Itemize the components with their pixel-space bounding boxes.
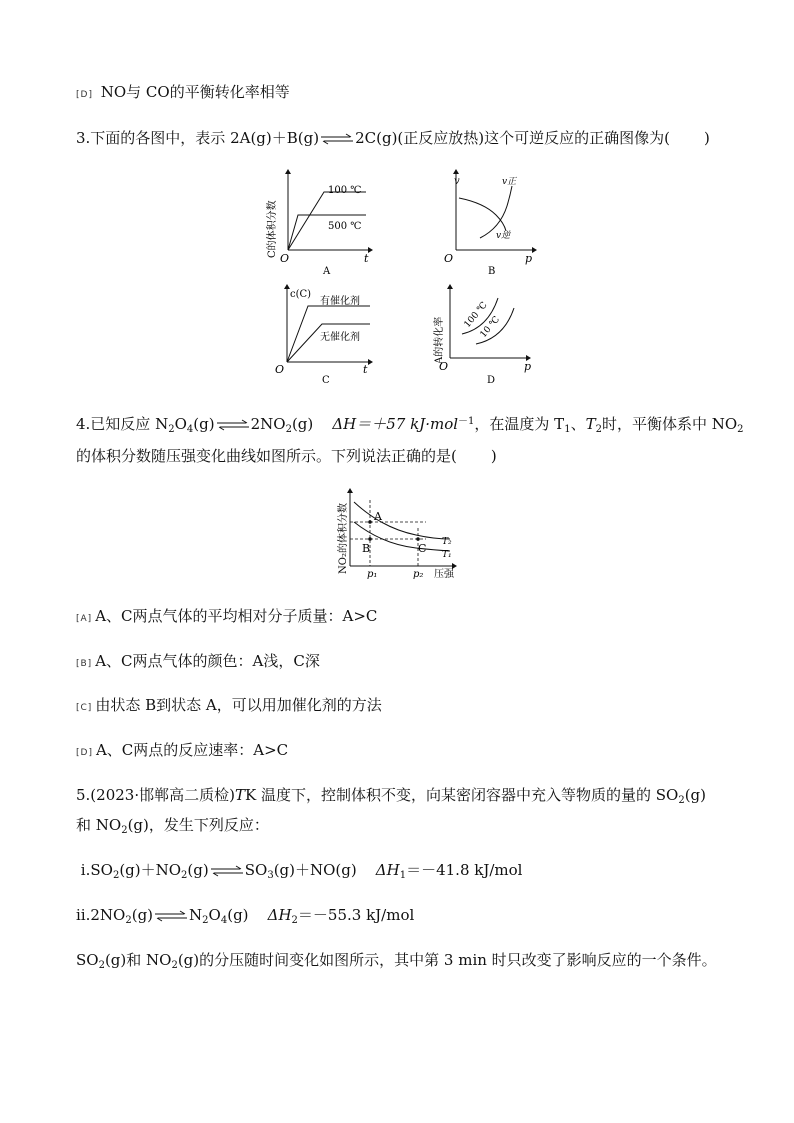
q4-option-c xyxy=(76,695,382,718)
option-tag: [C] xyxy=(76,703,93,713)
point-c xyxy=(416,537,420,541)
q3-stem-close: ) xyxy=(703,129,710,147)
q4-stem-part3: 时，平衡体系中 NO xyxy=(601,415,738,433)
enthalpy-value: ＝－55.3 kJ/mol xyxy=(297,906,415,924)
t1-label: T₁ xyxy=(442,550,452,560)
q5-stem-part4: 的分压随时间变化如图所示，其中第 3 min 时只改变了影响反应的一个条件。 xyxy=(199,951,717,969)
graph-a xyxy=(260,168,380,278)
option-text: 由状态 B到状态 A，可以用加催化剂的方法 xyxy=(95,696,382,714)
q5-stem-part2: 和 NO xyxy=(76,816,122,834)
option-text: NO与 CO的平衡转化率相等 xyxy=(100,83,290,101)
x-axis-label: 压强 xyxy=(434,569,454,580)
q5-stem-line2: 和 $NO_2(g)$，发生下列反应： xyxy=(76,816,269,836)
point-b xyxy=(368,537,372,541)
y-axis-label: C的体积分数 xyxy=(267,200,278,258)
point-a-label: A xyxy=(374,510,382,523)
q4-option-b xyxy=(76,651,320,674)
option-text: A、C两点气体的颜色：A浅，C深 xyxy=(95,652,320,670)
graph-caption: C xyxy=(322,375,330,386)
origin-label: O xyxy=(275,363,285,376)
q5-stem-line3: $SO_2(g)$和 $NO_2(g)$的分压随时间变化如图所示，其中第 3 min 时只改变了影响反应的一个条件。 xyxy=(76,951,717,971)
q2-option-d xyxy=(76,82,290,105)
graph-caption: A xyxy=(323,266,331,277)
p2-label: p₂ xyxy=(413,569,424,580)
x-axis-label: p xyxy=(525,252,533,265)
q4-stem-line2 xyxy=(76,446,497,466)
q5-stem-part3: ，发生下列反应： xyxy=(148,816,269,834)
q3-stem xyxy=(76,128,710,148)
curve-label-100c: 100 ℃ xyxy=(462,300,490,330)
equilibrium-arrow-icon xyxy=(320,133,354,145)
equilibrium-arrow-icon xyxy=(154,910,188,922)
q4-stem-part1: 4.已知反应 N xyxy=(76,415,169,433)
line-label-with-catalyst: 有催化剂 xyxy=(320,296,360,307)
option-tag: [D] xyxy=(76,748,93,758)
curve-v-reverse xyxy=(459,198,506,231)
q4-enthalpy: ΔH＝＋57 kJ·mol xyxy=(332,415,459,433)
point-b-label: B xyxy=(362,542,371,555)
q3-stem-part1: 3.下面的各图中，表示 2A(g)＋B(g) xyxy=(76,129,320,147)
v-forward-label: v正 xyxy=(502,177,517,187)
q5-reaction-2: $ⅱ.2NO_2(g)$ $N_2O_4(g)$ $\Delta H_2=-55.3$ kJ/mol xyxy=(76,906,415,926)
t2-label: T₂ xyxy=(442,537,452,547)
q4-stem-close: ) xyxy=(490,447,497,465)
q4-stem-text: 的体积分数随压强变化曲线如图所示。下列说法正确的是( xyxy=(76,447,457,465)
y-axis-label: NO₂的体积分数 xyxy=(338,503,349,574)
x-axis-label: t xyxy=(363,363,368,376)
line-label-100c: 100 ℃ xyxy=(328,185,362,196)
q5-stem-part1: 温度下，控制体积不变，向某密闭容器中充入等物质的量的 SO xyxy=(260,786,679,804)
line-label-without-catalyst: 无催化剂 xyxy=(320,332,360,343)
enthalpy-symbol: ΔH xyxy=(375,861,400,879)
q4-option-a xyxy=(76,606,377,629)
graph-d xyxy=(426,282,542,390)
y-axis-label: A的转化率 xyxy=(434,316,445,364)
q4-option-d xyxy=(76,740,288,763)
reaction-label: ⅰ. xyxy=(80,861,91,879)
point-c-label: C xyxy=(418,542,427,555)
q5-source: 5.(2023·邯郸高二质检) xyxy=(76,786,235,804)
origin-label: O xyxy=(439,360,449,373)
graph-caption: B xyxy=(488,266,496,277)
x-axis-label: t xyxy=(364,252,369,265)
line-label-500c: 500 ℃ xyxy=(328,221,362,232)
v-reverse-label: v逆 xyxy=(496,231,511,241)
graph-c xyxy=(270,282,385,390)
p1-label: p₁ xyxy=(367,569,378,580)
option-tag: [A] xyxy=(76,614,93,624)
q3-stem-part2: 2C(g)(正反应放热)这个可逆反应的正确图像为( xyxy=(355,129,670,147)
q5-stem-line1: 5.(2023·邯郸高二质检)TK 温度下，控制体积不变，向某密闭容器中充入等物质的量的 $SO_2(g)$ xyxy=(76,786,707,806)
graph-caption: D xyxy=(487,375,496,386)
curve-label-10c: 10 ℃ xyxy=(478,314,502,340)
origin-label: O xyxy=(280,252,290,265)
reaction-label: ⅱ. xyxy=(76,906,91,924)
graph-b xyxy=(440,168,550,278)
q4-graph xyxy=(334,488,464,584)
curve-t2 xyxy=(354,502,450,539)
y-axis-label: v xyxy=(454,176,460,187)
q5-reaction-1: $ⅰ.SO_2(g)+NO_2(g)$ $SO_3(g)+NO(g)$ $\Delta H_1=-41.8$ kJ/mol xyxy=(80,861,523,881)
option-tag: [D] xyxy=(76,90,93,100)
q4-stem-line1: 4.已知反应 $N_2O_4(g)$ $2NO_2(g)$ ΔH＝＋57 kJ·mol$^{-1}$，在温度为 $T_1$、$T_2$时，平衡体系中 $NO_2$ xyxy=(76,415,744,435)
point-a xyxy=(368,520,372,524)
q4-stem-part2: ，在温度为 T xyxy=(474,415,565,433)
option-text: A、C两点的反应速率：A>C xyxy=(95,741,289,759)
y-axis-label: c(C) xyxy=(290,289,312,300)
option-text: A、C两点气体的平均相对分子质量：A>C xyxy=(95,607,378,625)
equilibrium-arrow-icon xyxy=(216,419,250,431)
origin-label: O xyxy=(444,252,454,265)
x-axis-label: p xyxy=(524,360,532,373)
option-tag: [B] xyxy=(76,659,93,669)
enthalpy-value: ＝－41.8 kJ/mol xyxy=(406,861,523,879)
equilibrium-arrow-icon xyxy=(210,865,244,877)
